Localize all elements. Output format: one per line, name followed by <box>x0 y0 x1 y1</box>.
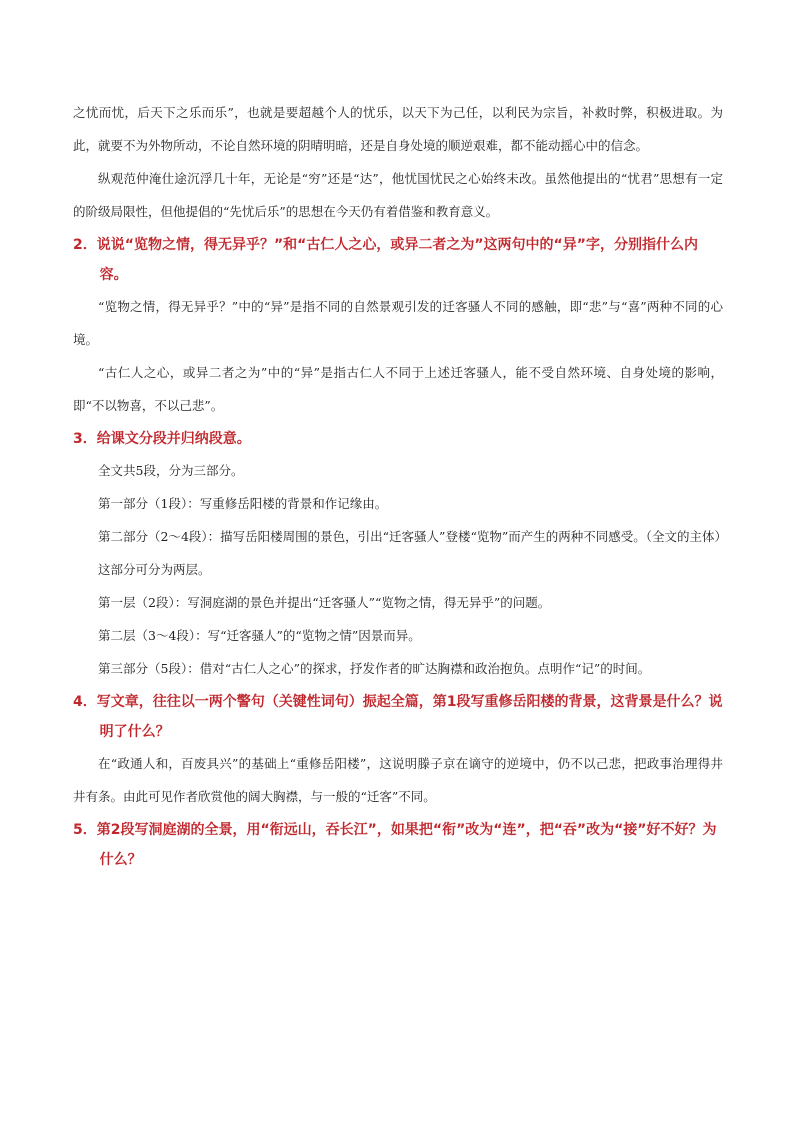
question-3-answer-2: 第一部分（1段）：写重修岳阳楼的背景和作记缘由。 <box>98 496 388 511</box>
question-2-title: 2．说说“览物之情，得无异乎？”和“古仁人之心，或异二者之为”这两句中的“异”字，分别指什么内容。 <box>73 237 698 283</box>
question-5-title: 5．第2段写洞庭湖的全景，用“衔远山，吞长江”，如果把“衔”改为“连”，把“吞”改为“接”好不好？为什么？ <box>73 822 717 868</box>
question-3-answer-1: 全文共5段，分为三部分。 <box>98 463 244 478</box>
question-3-answer-7: 第三部分（5段）：借对“古仁人之心”的探求，抒发作者的旷达胸襟和政治抱负。点明作“记”的时间。 <box>98 661 651 676</box>
question-4-title: 4．写文章，往往以一两个警句（关键性词句）振起全篇，第1段写重修岳阳楼的背景，这背景是什么？说明了什么？ <box>73 694 723 740</box>
question-2-answer-2: “古仁人之心，或异二者之为”中的“异”是指古仁人不同于上述迁客骚人，能不受自然环境、自身处境的影响，即“不以物喜，不以己悲”。 <box>73 365 723 413</box>
question-3-answer-3: 第二部分（2～4段）：描写岳阳楼周围的景色，引出“迁客骚人”登楼“览物”而产生的两种不同感受。（全文的主体） <box>98 529 727 544</box>
question-3-title: 3．给课文分段并归纳段意。 <box>73 431 251 447</box>
page-content <box>73 96 727 875</box>
intro-paragraph-1: 之忧而忧，后天下之乐而乐”，也就是要超越个人的忧乐，以天下为己任，以利民为宗旨，补救时弊，积极进取。为此，就要不为外物所动，不论自然环境的阴晴明暗，还是自身处境的顺逆艰难，都不能动摇心中的信念。 <box>73 105 723 153</box>
question-4-answer-1: 在“政通人和，百废具兴”的基础上“重修岳阳楼”，这说明滕子京在谪守的逆境中，仍不以己悲，把政事治理得井井有条。由此可见作者欣赏他的阔大胸襟，与一般的“迁客”不同。 <box>73 756 723 804</box>
intro-paragraph-2: 纵观范仲淹仕途沉浮几十年，无论是“穷”还是“达”，他忧国忧民之心始终未改。虽然他提出的“忧君”思想有一定的阶级局限性，但他提倡的“先忧后乐”的思想在今天仍有着借鉴和教育意义。 <box>73 171 723 219</box>
question-3-answer-5: 第一层（2段）：写洞庭湖的景色并提出“迁客骚人”“览物之情，得无异乎”的问题。 <box>98 595 551 610</box>
question-3-answer-6: 第二层（3～4段）：写“迁客骚人”的“览物之情”因景而异。 <box>98 628 421 643</box>
question-2-answer-1: “览物之情，得无异乎？”中的“异”是指不同的自然景观引发的迁客骚人不同的感触，即“悲”与“喜”两种不同的心境。 <box>73 299 723 347</box>
question-3-answer-4: 这部分可分为两层。 <box>98 562 211 577</box>
